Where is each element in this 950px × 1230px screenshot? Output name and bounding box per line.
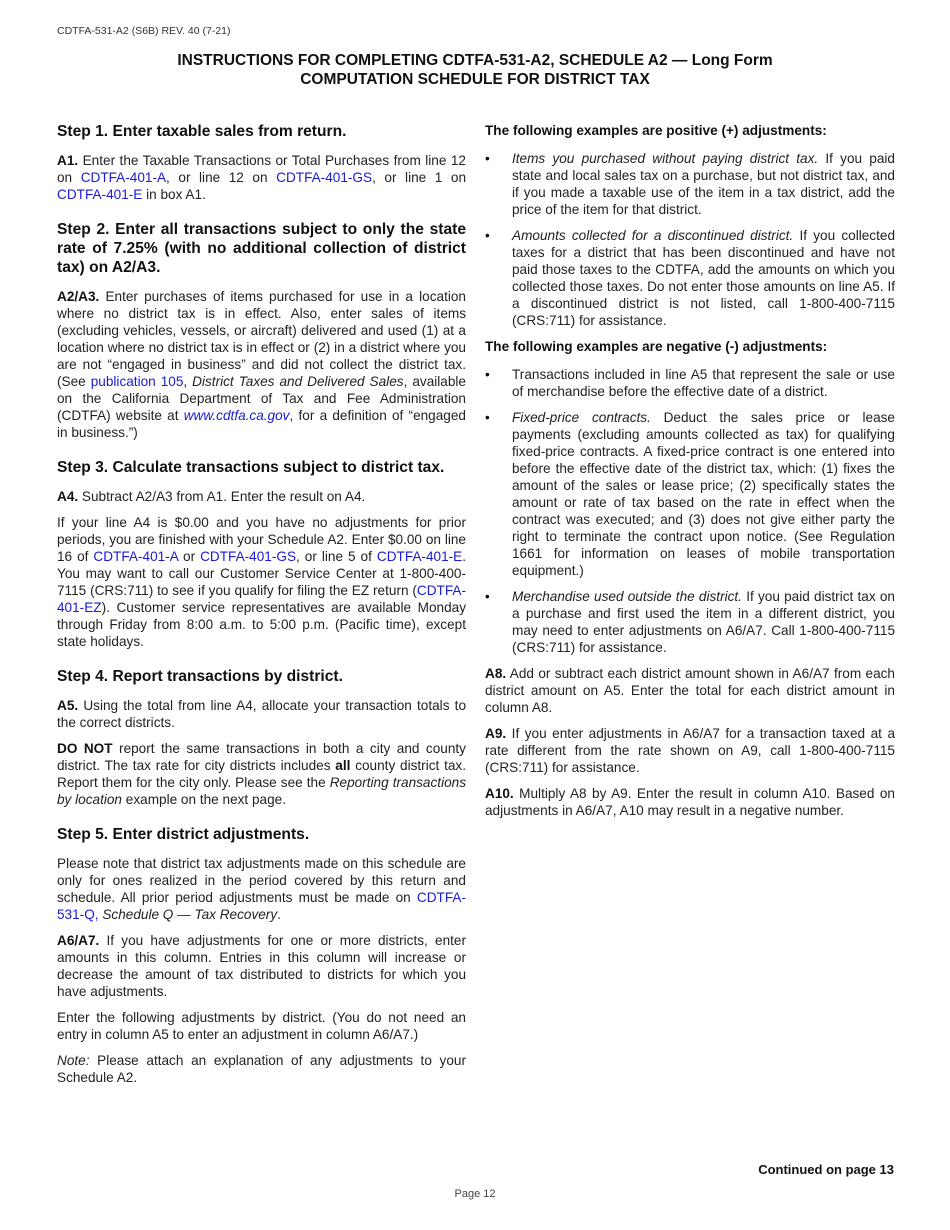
link-cdtfa-website[interactable]: www.cdtfa.ca.gov (183, 408, 290, 423)
enter-adjustments-paragraph: Enter the following adjustments by district. (You do not need an entry in column A5 to enter an adjustment in column A6/A7.) (57, 1010, 466, 1042)
link-cdtfa-401-a[interactable]: CDTFA-401-A (80, 170, 167, 185)
title-line-2: COMPUTATION SCHEDULE FOR DISTRICT TAX (300, 71, 650, 88)
title-line-1: INSTRUCTIONS FOR COMPLETING CDTFA-531-A2, SCHEDULE A2 — Long Form (177, 52, 773, 69)
link-cdtfa-401-a[interactable]: CDTFA-401-A (93, 549, 179, 564)
link-publication-105[interactable]: publication 105 (90, 374, 184, 389)
a6a7-paragraph: A6/A7. If you have adjustments for one or more districts, enter amounts in this column. Entries in this column will increase or decrease the amount of tax distributed to districts for which you have adjustments. (57, 933, 466, 999)
a2a3-paragraph: A2/A3. Enter purchases of items purchased for use in a location where no district tax is in effect. Also, enter sales of items (excluding vehicles, vessels, or aircraft) delivered and used (1) at a location where no district tax is in effect or (2) in a district where you are not “engaged in business” and did not collect the district tax. (See publication 105, District Taxes and Delivered Sales, available on the California Department of Tax and Fee Administration (CDTFA) website at www.cdtfa.ca.gov, for a definition of “engaged in business.”) (57, 289, 466, 440)
link-cdtfa-531-q[interactable]: CDTFA-531-Q, (57, 890, 466, 922)
a5-paragraph: A5. Using the total from line A4, allocate your transaction totals to the correct districts. (57, 698, 466, 730)
list-item: • Amounts collected for a discontinued district. If you collected taxes for a district that has been discontinued and have not paid those taxes to the CDTFA, add the amounts on which you collected those taxes. Do not enter those amounts on line A5. If a discontinued district is not listed, call 1-800-400-7115 (CRS:711) for assistance. (485, 227, 895, 329)
step4-heading: Step 4. Report transactions by district. (57, 668, 343, 685)
link-cdtfa-401-ez[interactable]: CDTFA-401-EZ (57, 583, 466, 615)
a10-paragraph: A10. Multiply A8 by A9. Enter the result in column A10. Based on adjustments in A6/A7, A10 may result in a negative number. (485, 786, 895, 818)
note-paragraph: Note: Please attach an explanation of any adjustments to your Schedule A2. (57, 1053, 466, 1085)
step2-heading: Step 2. Enter all transactions subject to only the state rate of 7.25% (with no additional collection of district tax) on A2/A3. (57, 221, 466, 276)
negative-adjustments-heading: The following examples are negative (-) adjustments: (485, 339, 828, 354)
step1-heading: Step 1. Enter taxable sales from return. (57, 123, 347, 140)
step3-heading: Step 3. Calculate transactions subject to district tax. (57, 459, 445, 476)
adjustments-note-paragraph: Please note that district tax adjustments made on this schedule are only for ones realized in the period covered by this return and schedule. All prior period adjustments must be made on CDTFA-531-Q, Schedule Q — Tax Recovery. (57, 856, 466, 922)
continued-note: Continued on page 13 (758, 1162, 894, 1177)
left-column (57, 122, 466, 1095)
form-id: CDTFA-531-A2 (S6B) REV. 40 (7-21) (57, 25, 231, 37)
list-item: • Transactions included in line A5 that represent the sale or use of merchandise before the effective date of a district. (485, 366, 895, 400)
link-cdtfa-401-e[interactable]: CDTFA-401-E (57, 187, 143, 202)
link-cdtfa-401-gs[interactable]: CDTFA-401-GS (276, 170, 373, 185)
a8-paragraph: A8. Add or subtract each district amount shown in A6/A7 from each district amount on A5. Enter the total for each district amount in column A8. (485, 666, 895, 715)
negative-adjustments-list (485, 366, 895, 656)
do-not-paragraph: DO NOT report the same transactions in both a city and county district. The tax rate for city districts includes all county district tax. Report them for the city only. Please see the Reporting transactions by location example on the next page. (57, 741, 467, 807)
page-number: Page 12 (454, 1188, 496, 1200)
right-column (485, 122, 895, 828)
list-item: • Fixed-price contracts. Deduct the sales price or lease payments (excluding amounts collected as tax) for qualifying fixed-price contracts. A fixed-price contract is one entered into before the effective date of the district tax, which: (1) fixes the amount of the sales or lease price; (2) specifically states the amount or rate of tax based on the rate in effect when the contract was executed; and (3) does not give either party the right to terminate the contract upon notice. (See Regulation 1661 for information on leases of mobile transportation equipment.) (485, 409, 895, 579)
list-item: • Items you purchased without paying district tax. If you paid state and local sales tax on a purchase, but not district tax, and if you made a taxable use of the item in a tax district, add the price of the item for that district. (485, 150, 895, 218)
step5-heading: Step 5. Enter district adjustments. (57, 826, 310, 843)
link-cdtfa-401-gs[interactable]: CDTFA-401-GS (200, 549, 297, 564)
a1-paragraph: A1. Enter the Taxable Transactions or Total Purchases from line 12 on CDTFA-401-A, or line 12 on CDTFA-401-GS, or line 1 on CDTFA-401-E in box A1. (57, 153, 467, 202)
link-cdtfa-401-e[interactable]: CDTFA-401-E (376, 549, 463, 564)
zero-a4-paragraph: If your line A4 is $0.00 and you have no adjustments for prior periods, you are finished with your Schedule A2. Enter $0.00 on line 16 of CDTFA-401-A or CDTFA-401-GS, or line 5 of CDTFA-401-E. You may want to call our Customer Service Center at 1-800-400-7115 (CRS:711) to see if you qualify for filing the EZ return (CDTFA-401-EZ). Customer service representatives are available Monday through Friday from 8:00 a.m. to 5:00 p.m. (Pacific time), except state holidays. (57, 515, 467, 649)
a4-paragraph: A4. Subtract A2/A3 from A1. Enter the result on A4. (57, 489, 366, 504)
list-item: • Merchandise used outside the district. If you paid district tax on a purchase and first used the item in a different district, you may need to enter adjustments on A6/A7. Call 1-800-400-7115 (CRS:711) for assistance. (485, 588, 895, 656)
a9-paragraph: A9. If you enter adjustments in A6/A7 for a transaction taxed at a rate different from the rate shown on A9, call 1-800-400-7115 (CRS:711) for assistance. (485, 726, 895, 775)
positive-adjustments-list (485, 150, 895, 329)
page-title (0, 51, 950, 89)
positive-adjustments-heading: The following examples are positive (+) adjustments: (485, 123, 827, 138)
